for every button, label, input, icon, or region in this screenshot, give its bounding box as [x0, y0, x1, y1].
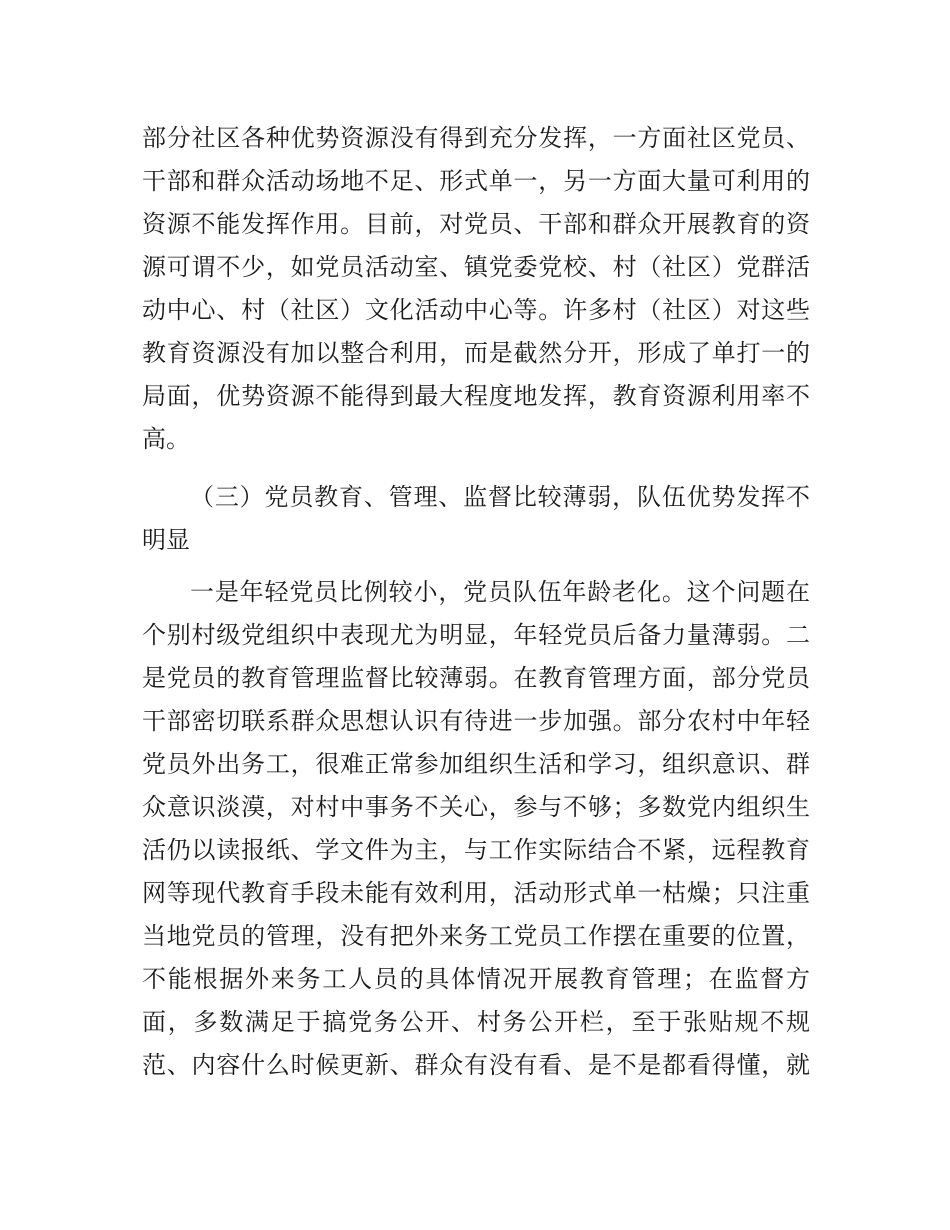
text-line: 教育资源没有加以整合利用，而是截然分开，形成了单打一的 [142, 339, 810, 367]
text-line: 一是年轻党员比例较小，党员队伍年龄老化。这个问题在 [190, 578, 810, 606]
text-line: 资源不能发挥作用。目前，对党员、干部和群众开展教育的资 [142, 210, 810, 238]
section-heading: （三）党员教育、管理、监督比较薄弱，队伍优势发挥不 [190, 483, 810, 511]
text-line: 众意识淡漠，对村中事务不关心，参与不够；多数党内组织生 [142, 793, 810, 821]
text-line: 动中心、村（社区）文化活动中心等。许多村（社区）对这些 [142, 296, 810, 324]
text-line: 网等现代教育手段未能有效利用，活动形式单一枯燥；只注重 [142, 879, 810, 907]
text-line: 当地党员的管理，没有把外来务工党员工作摆在重要的位置， [142, 922, 810, 950]
section-heading: 明显 [142, 526, 190, 554]
text-line: 干部和群众活动场地不足、形式单一，另一方面大量可利用的 [142, 167, 810, 195]
text-line: 干部密切联系群众思想认识有待进一步加强。部分农村中年轻 [142, 707, 810, 735]
text-line: 面，多数满足于搞党务公开、村务公开栏，至于张贴规不规 [142, 1008, 810, 1036]
text-line: 党员外出务工，很难正常参加组织生活和学习，组织意识、群 [142, 750, 810, 778]
text-line: 部分社区各种优势资源没有得到充分发挥，一方面社区党员、 [142, 124, 810, 152]
text-line: 源可谓不少，如党员活动室、镇党委党校、村（社区）党群活 [142, 253, 810, 281]
text-line: 局面，优势资源不能得到最大程度地发挥，教育资源利用率不 [142, 382, 810, 410]
text-line: 活仍以读报纸、学文件为主，与工作实际结合不紧，远程教育 [142, 836, 810, 864]
text-line: 个别村级党组织中表现尤为明显，年轻党员后备力量薄弱。二 [142, 621, 810, 649]
text-line: 是党员的教育管理监督比较薄弱。在教育管理方面，部分党员 [142, 664, 810, 692]
text-line: 高。 [142, 425, 190, 453]
text-line: 范、内容什么时候更新、群众有没有看、是不是都看得懂，就 [142, 1051, 810, 1079]
text-line: 不能根据外来务工人员的具体情况开展教育管理；在监督方 [142, 965, 810, 993]
